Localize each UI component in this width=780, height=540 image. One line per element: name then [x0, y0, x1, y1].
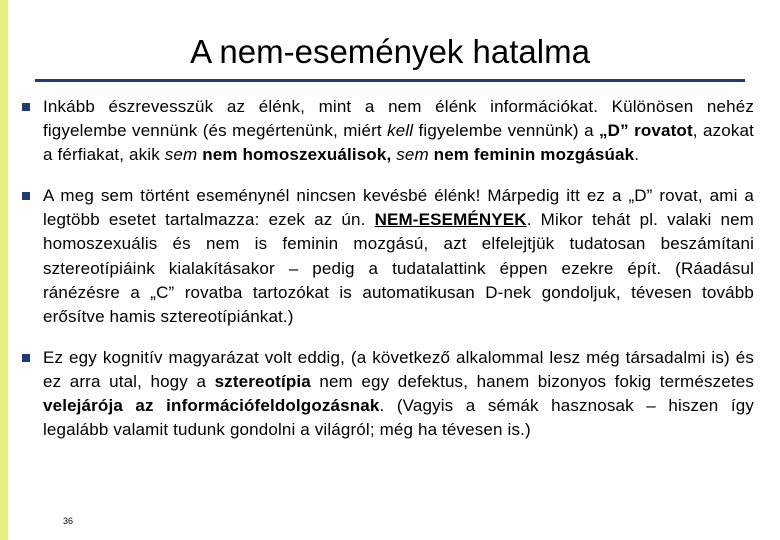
text-segment: sztereotípia	[214, 371, 311, 391]
text-segment: Inkább észrevesszük az élénk, mint a nem élénk információkat. Különösen nehéz figyelembe vennünk (és megértenünk, miért	[43, 97, 754, 141]
bullet-item-1	[22, 95, 754, 167]
bullet-item-2	[22, 184, 754, 329]
text-segment: A meg sem történt eseménynél nincsen kevésbé élénk! Márpedig itt ez a „D” rovat, ami a legtöbb esetet tartalmazza: ezek az ún.	[43, 186, 754, 230]
bullet-text-2	[43, 184, 754, 329]
slide-title: A nem-események hatalma	[190, 33, 590, 70]
text-segment: . Mikor tehát pl. valaki nem homoszexuális és nem is feminin mozgású, azt elfelejtjük tudatosan beszámítani sztereotípiáink kialakításakor – pedig a tudatalattink éppen ezekre épít. (Ráadásul ránézésre a „C” rovatba tartozókat is automatikusan D-nek gondoljuk, tévesen tovább erősítve hamis sztereotípiánkat.)	[43, 210, 754, 326]
bullet-list	[22, 95, 754, 442]
bullet-item-3	[22, 346, 754, 442]
text-segment: .	[634, 145, 640, 165]
bullet-text-1	[43, 95, 754, 167]
text-segment: nem feminin mozgásúak	[433, 145, 635, 165]
text-segment: sem	[396, 145, 429, 165]
page-number: 36	[63, 516, 74, 526]
text-segment: „D” rovatot	[599, 121, 693, 141]
square-bullet-icon	[22, 103, 30, 111]
text-segment: , azokat a férfiakat, akik	[43, 121, 754, 165]
title-underline-rule	[35, 79, 745, 82]
text-segment: figyelembe vennünk) a	[413, 121, 600, 141]
text-segment: kell	[387, 121, 414, 141]
text-segment: sem	[164, 145, 198, 165]
left-accent-bar	[0, 0, 8, 540]
square-bullet-icon	[22, 354, 30, 362]
text-segment: . (Vagyis a sémák hasznosak – hiszen így legalább valamit tudunk gondolni a világról; még ha tévesen is.)	[43, 396, 755, 440]
text-segment: velejárója az információfeldolgozásnak	[43, 396, 380, 416]
text-segment: nem egy defektus, hanem bizonyos fokig természetes	[310, 371, 755, 391]
text-segment: NEM-ESEMÉNYEK	[374, 210, 527, 230]
square-bullet-icon	[22, 192, 30, 200]
text-segment: nem homoszexuálisok,	[202, 145, 392, 165]
bullet-text-3	[43, 346, 754, 442]
text-segment: Ez egy kognitív magyarázat volt eddig, (a következő alkalommal lesz még társadalmi is) és ez arra utal, hogy a	[43, 347, 754, 391]
